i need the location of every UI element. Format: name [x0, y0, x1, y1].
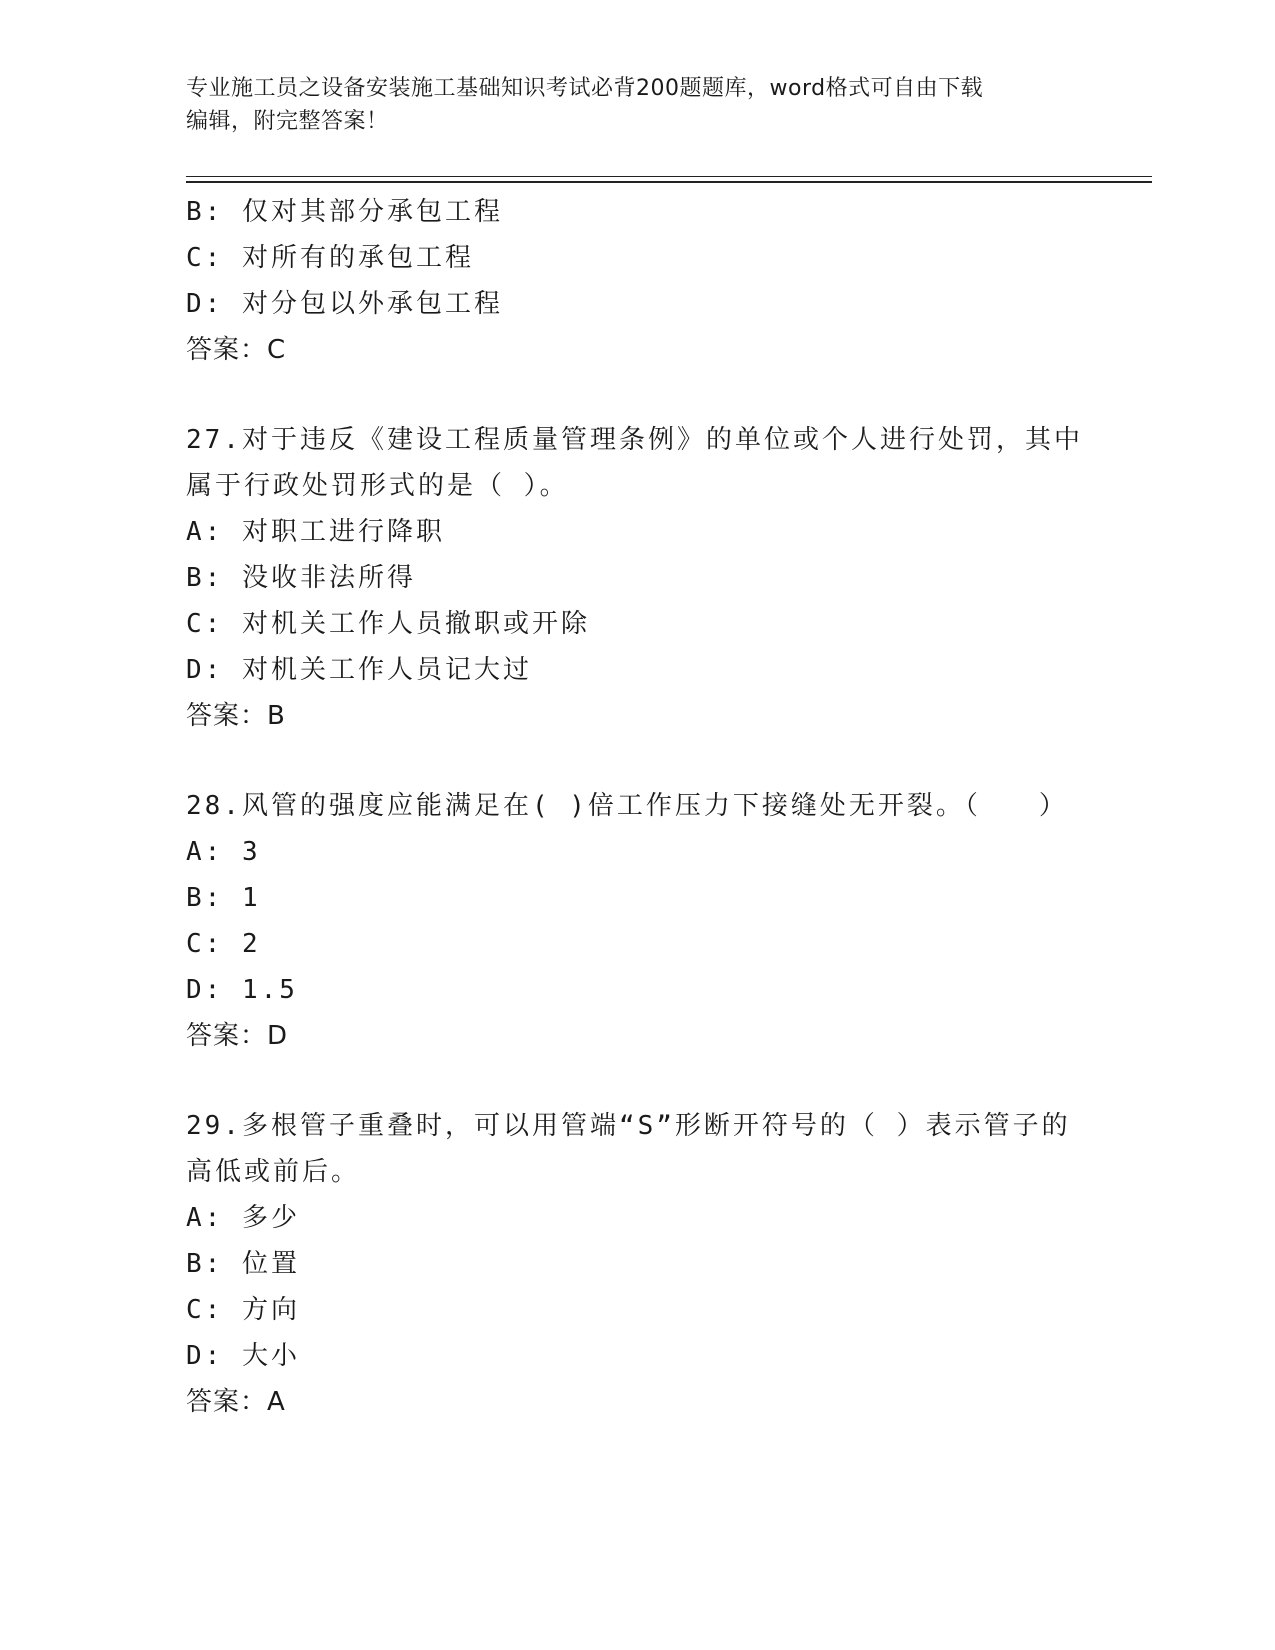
answer-text: 答案：C	[186, 335, 287, 365]
option-a: A: 多少	[186, 1203, 300, 1233]
question-block-27	[186, 417, 1086, 739]
option-a: A: 对职工进行降职	[186, 517, 445, 547]
option-d: D: 大小	[186, 1341, 300, 1371]
option-c: C: 方向	[186, 1295, 300, 1325]
option-d: D: 对机关工作人员记大过	[186, 655, 532, 685]
question-stem-line-2: 高低或前后。	[186, 1157, 361, 1187]
question-block-29	[186, 1103, 1086, 1425]
option-d: D: 对分包以外承包工程	[186, 289, 503, 319]
question-stem-line-1: 27.对于违反《建设工程质量管理条例》的单位或个人进行处罚，其中	[186, 425, 1083, 455]
header-divider-bottom	[186, 181, 1152, 183]
option-c: C: 2	[186, 929, 261, 959]
header-title-line-2: 编辑，附完整答案！	[186, 109, 389, 134]
question-stem-line-1: 29.多根管子重叠时，可以用管端“S”形断开符号的（ ）表示管子的	[186, 1111, 1071, 1141]
question-list	[186, 189, 1086, 1425]
document-header	[186, 72, 1086, 138]
answer-text: 答案：D	[186, 1021, 289, 1051]
header-divider-top	[186, 176, 1152, 177]
option-d: D: 1.5	[186, 975, 298, 1005]
option-b: B: 位置	[186, 1249, 300, 1279]
header-title-line-1: 专业施工员之设备安装施工基础知识考试必背200题题库，word格式可自由下载	[186, 76, 984, 101]
question-block-28	[186, 783, 1086, 1059]
answer-text: 答案：B	[186, 701, 286, 731]
question-stem-line-2: 属于行政处罚形式的是（ ）。	[186, 471, 569, 501]
option-c: C: 对所有的承包工程	[186, 243, 474, 273]
answer-text: 答案：A	[186, 1387, 286, 1417]
option-b: B: 1	[186, 883, 261, 913]
option-a: A: 3	[186, 837, 261, 867]
question-block-26	[186, 189, 1086, 373]
option-b: B: 没收非法所得	[186, 563, 416, 593]
question-stem-line-1: 28.风管的强度应能满足在( )倍工作压力下接缝处无开裂。（ ）	[186, 791, 1068, 821]
option-c: C: 对机关工作人员撤职或开除	[186, 609, 590, 639]
option-b: B: 仅对其部分承包工程	[186, 197, 503, 227]
